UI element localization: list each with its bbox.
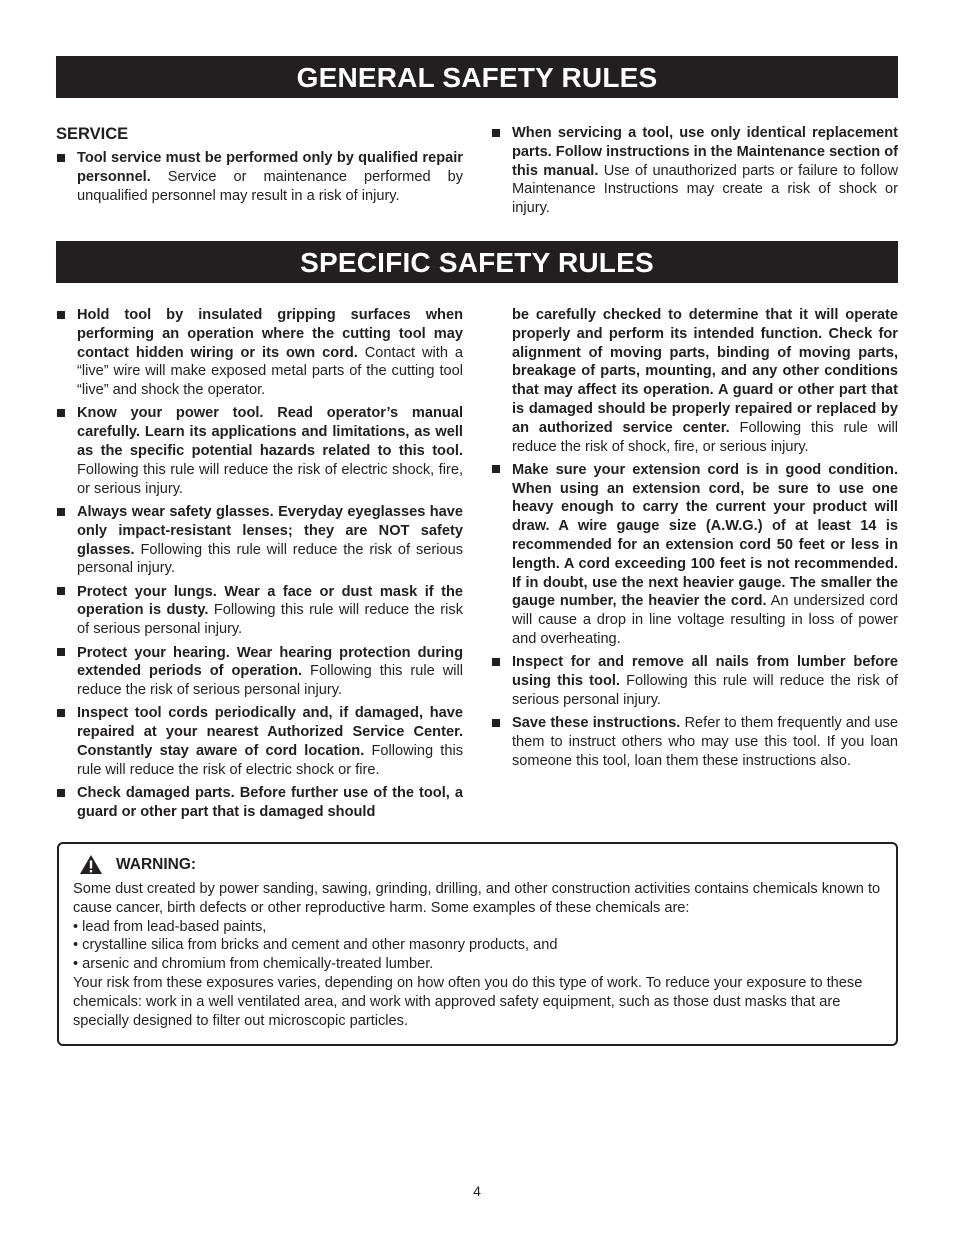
specific-left-column xyxy=(56,306,463,826)
item-text: Following this rule will reduce the risk of serious personal injury. xyxy=(77,541,463,577)
warning-box xyxy=(57,842,898,1046)
item-text: Following this rule will reduce the risk of electric shock, fire, or serious injury. xyxy=(77,461,463,497)
warning-triangle-icon xyxy=(79,854,103,875)
item-bold: Make sure your extension cord is in good condition. When using an extension cord, be sure to use one heavy enough to carry the current your product will draw. A wire gauge size (A.W.G.) of at least 14 is recommended for an extension cord 50 feet or less in length. A cord exceeding 100 feet is not recommended. If in doubt, use the next heavier gauge. The smaller the gauge number, the heavier the cord. xyxy=(512,461,898,610)
list-item xyxy=(491,124,898,218)
item-text: An undersized cord will cause a drop in line voltage resulting in loss of power and overheating. xyxy=(512,593,898,648)
item-text: Following this rule will reduce the risk of shock, fire, or serious injury. xyxy=(512,419,898,455)
item-bold: be carefully checked to determine that it will operate properly and perform its intended function. Check for alignment of moving parts, binding of moving parts, breakage of parts, mounting, and any other conditions that may affect its operation. A guard or other part that is damaged should be properly repaired or replaced by an authorized service center. xyxy=(512,307,898,436)
item-text: Service or maintenance performed by unqualified personnel may result in a risk of injury. xyxy=(77,168,463,204)
list-item xyxy=(56,149,463,205)
list-item xyxy=(56,704,463,779)
general-safety-rules-title: GENERAL SAFETY RULES xyxy=(296,62,658,93)
item-bold: Hold tool by insulated gripping surfaces when performing an operation where the cutting tool may contact hidden wiring or its own cord. xyxy=(77,307,463,361)
warning-paragraph: Some dust created by power sanding, sawing, grinding, drilling, and other construction activities contains chemicals known to cause cancer, birth defects or other reproductive harm. Some examples of these chemicals are: xyxy=(73,881,881,916)
warning-bullet: • lead from lead-based paints, xyxy=(73,918,267,935)
general-safety-rules-banner xyxy=(56,56,898,98)
list-item xyxy=(56,583,463,639)
item-text: Contact with a “live” wire will make exposed metal parts of the cutting tool “live” and shock the operator. xyxy=(77,344,463,399)
warning-paragraph: Your risk from these exposures varies, depending on how often you do this type of work. To reduce your exposure to these chemicals: work in a well ventilated area, and work with approved safety equipment, such as those dust masks that are specially designed to filter out microscopic particles. xyxy=(73,974,863,1029)
item-text: Use of unauthorized parts or failure to follow Maintenance Instructions may create a risk of shock or injury. xyxy=(512,162,898,217)
specific-right-column xyxy=(491,306,898,775)
list-item xyxy=(56,306,463,400)
item-bold: Check damaged parts. Before further use of the tool, a guard or other part that is damaged should xyxy=(77,785,463,820)
list-item xyxy=(56,503,463,578)
list-item xyxy=(56,404,463,498)
list-item xyxy=(491,714,898,770)
item-text: Following this rule will reduce the risk of serious personal injury. xyxy=(77,663,463,699)
item-bold: Tool service must be performed only by qualified repair personnel. xyxy=(77,150,463,185)
list-item xyxy=(491,306,898,456)
list-item xyxy=(491,461,898,649)
general-left-column xyxy=(56,124,463,210)
item-text: Following this rule will reduce the risk of serious personal injury. xyxy=(77,602,463,638)
warning-bullet: • arsenic and chromium from chemically-treated lumber. xyxy=(73,956,434,973)
service-heading: SERVICE xyxy=(56,125,129,143)
warning-title: WARNING: xyxy=(116,856,197,873)
warning-text xyxy=(73,880,889,1030)
general-right-column xyxy=(491,124,898,222)
item-bold: Protect your lungs. Wear a face or dust mask if the operation is dusty. xyxy=(77,583,463,619)
item-text: Following this rule will reduce the risk of serious personal injury. xyxy=(512,673,898,708)
item-bold: Know your power tool. Read operator’s manual carefully. Learn its applications and limitations, as well as the specific potential hazards related to this tool. xyxy=(77,405,463,460)
item-text: Refer to them frequently and use them to instruct others who may use this tool. If you loan someone this tool, loan them these instructions also. xyxy=(512,715,898,769)
page-number: 4 xyxy=(473,1183,481,1199)
list-item xyxy=(56,784,463,822)
warning-bullet: • crystalline silica from bricks and cement and other masonry products, and xyxy=(73,937,558,954)
item-bold: When servicing a tool, use only identical replacement parts. Follow instructions in the Maintenance section of this manual. xyxy=(512,125,898,179)
list-item xyxy=(56,644,463,700)
item-bold: Always wear safety glasses. Everyday eyeglasses have only impact-resistant lenses; they are NOT safety glasses. xyxy=(77,503,463,558)
item-bold: Protect your hearing. Wear hearing protection during extended periods of operation. xyxy=(77,644,463,680)
specific-safety-rules-title: SPECIFIC SAFETY RULES xyxy=(300,247,654,278)
item-bold: Inspect tool cords periodically and, if damaged, have repaired at your nearest Authorized Service Center. Constantly stay aware of cord location. xyxy=(77,705,463,760)
specific-safety-rules-banner xyxy=(56,241,898,283)
item-bold: Save these instructions. xyxy=(512,715,681,732)
list-item xyxy=(491,653,898,709)
item-text: Following this rule will reduce the risk of electric shock or fire. xyxy=(77,743,463,778)
item-bold: Inspect for and remove all nails from lumber before using this tool. xyxy=(512,654,898,690)
